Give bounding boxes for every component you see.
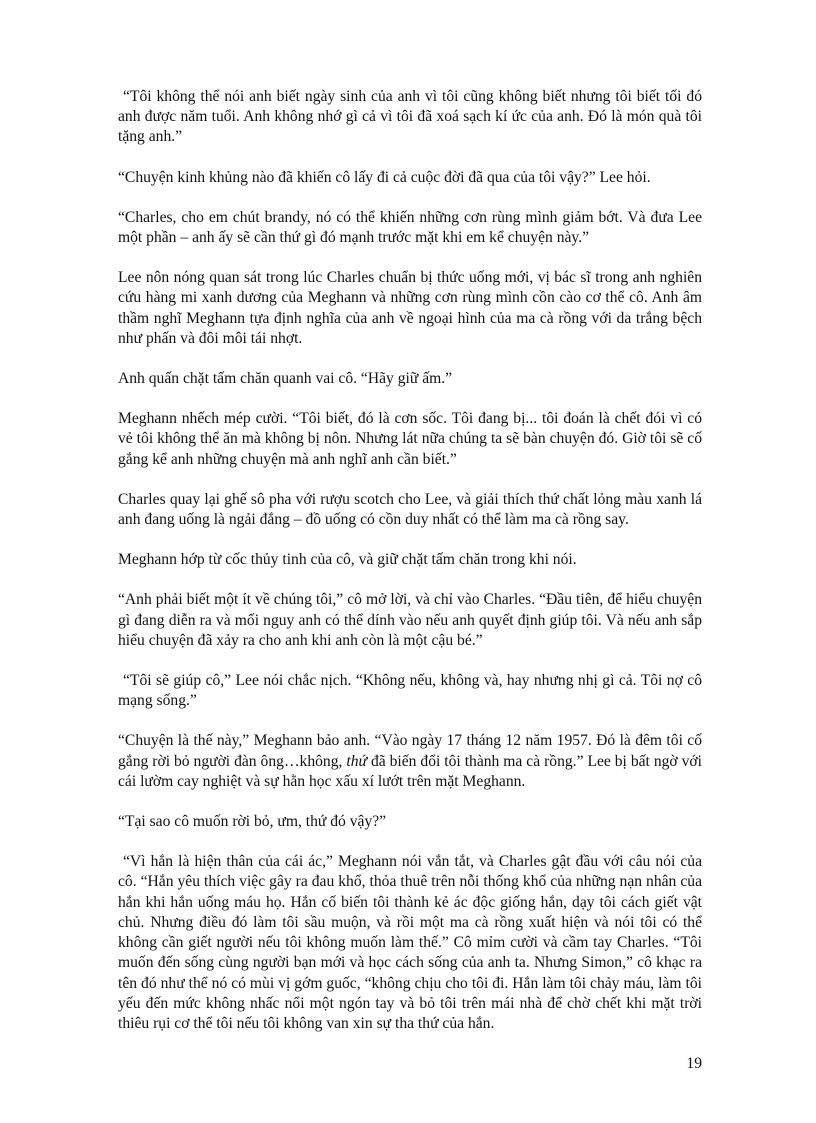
paragraph: “Tôi sẽ giúp cô,” Lee nói chắc nịch. “Không nếu, không và, hay nhưng nhị gì cả. Tôi nợ cô mạng sống.” [118, 672, 702, 710]
paragraph: “Tôi không thể nói anh biết ngày sinh của anh vì tôi cũng không biết nhưng tôi biết tối đó anh được năm tuổi. Anh không nhớ gì cả vì tôi đã xoá sạch kí ức của anh. Đó là món quà tôi tặng anh.” [118, 88, 702, 146]
page-number: 19 [686, 1055, 702, 1072]
page-body [118, 87, 702, 1034]
paragraph: “Charles, cho em chút brandy, nó có thể khiến những cơn rùng mình giảm bớt. Và đưa Lee một phần – anh ấy sẽ cần thứ gì đó mạnh trước mặt khi em kể chuyện này.” [118, 208, 702, 247]
paragraph: “Anh phải biết một ít về chúng tôi,” cô mở lời, và chỉ vào Charles. “Đầu tiên, để hiểu chuyện gì đang diễn ra và mối nguy anh có thể dính vào nếu anh quyết định giúp tôi. Và nếu anh sắp hiểu chuyện đã xảy ra cho anh khi anh còn là một cậu bé.” [118, 591, 702, 649]
paragraph: Meghann nhếch mép cười. “Tôi biết, đó là cơn sốc. Tôi đang bị... tôi đoán là chết đói vì có vẻ tôi không thể ăn mà không bị nôn. Nhưng lát nữa chúng ta sẽ bàn chuyện đó. Giờ tôi sẽ cố gắng kể anh những chuyện mà anh nghĩ anh cần biết.” [118, 410, 702, 468]
paragraph: “Chuyện kinh khủng nào đã khiến cô lấy đi cả cuộc đời đã qua của tôi vậy?” Lee hỏi. [118, 168, 651, 186]
paragraph-text: “Chuyện là thế này,” Meghann bảo anh. “Vào ngày 17 tháng 12 năm 1957. Đó là đêm tôi cố gắng rời bỏ người đàn ông…không, [118, 732, 702, 770]
emphasized-word: thứ [346, 752, 368, 770]
paragraph-text: đã biến đổi tôi thành ma cà rồng.” Lee bị bất ngờ với cái lườm cay nghiệt và sự hằn học xấu xí lướt trên mặt Meghann. [118, 752, 702, 790]
paragraph: Anh quấn chặt tấm chăn quanh vai cô. “Hãy giữ ấm.” [118, 370, 453, 388]
paragraph [118, 731, 702, 792]
paragraph: Meghann hớp từ cốc thủy tinh của cô, và giữ chặt tấm chăn trong khi nói. [118, 551, 577, 569]
paragraph: “Tại sao cô muốn rời bỏ, ưm, thứ đó vậy?” [118, 813, 387, 831]
paragraph: Charles quay lại ghế sô pha với rượu scotch cho Lee, và giải thích thứ chất lỏng màu xanh lá anh đang uống là ngải đắng – đồ uống có cồn duy nhất có thể làm ma cà rồng say. [118, 490, 702, 529]
paragraph: Lee nôn nóng quan sát trong lúc Charles chuẩn bị thức uống mới, vị bác sĩ trong anh nghiên cứu hàng mi xanh dương của Meghann và những cơn rùng mình cồn cào cơ thể cô. Anh âm thầm nghĩ Meghann tựa định nghĩa của anh về ngoại hình của ma cà rồng với da trắng bệch như phấn và đôi môi tái nhợt. [118, 269, 702, 347]
paragraph: “Vì hắn là hiện thân của cái ác,” Meghann nói vắn tắt, và Charles gật đầu với câu nói của cô. “Hắn yêu thích việc gây ra đau khổ, thỏa thuê trên nỗi thống khổ của những nạn nhân của hắn khi hắn uống máu họ. Hắn cố biến tôi thành kẻ ác độc giống hắn, dạy tôi cách giết vật chủ. Nhưng điều đó làm tôi sầu muộn, và rồi một ma cà rồng xuất hiện và nói tôi có thể không cần giết người nếu tôi không muốn làm thế.” Cô mỉm cười và cầm tay Charles. “Tôi muốn đến sống cùng người bạn mới và học cách sống của anh ta. Nhưng Simon,” cô khạc ra tên đó như thể nó có mùi vị gớm guốc, “không chịu cho tôi đi. Hắn làm tôi chảy máu, làm tôi yếu đến mức không nhấc nổi một ngón tay và bỏ tôi trên mái nhà để chờ chết khi mặt trời thiêu rụi cơ thể tôi nếu tôi không van xin sự tha thứ của hắn. [118, 853, 702, 1032]
